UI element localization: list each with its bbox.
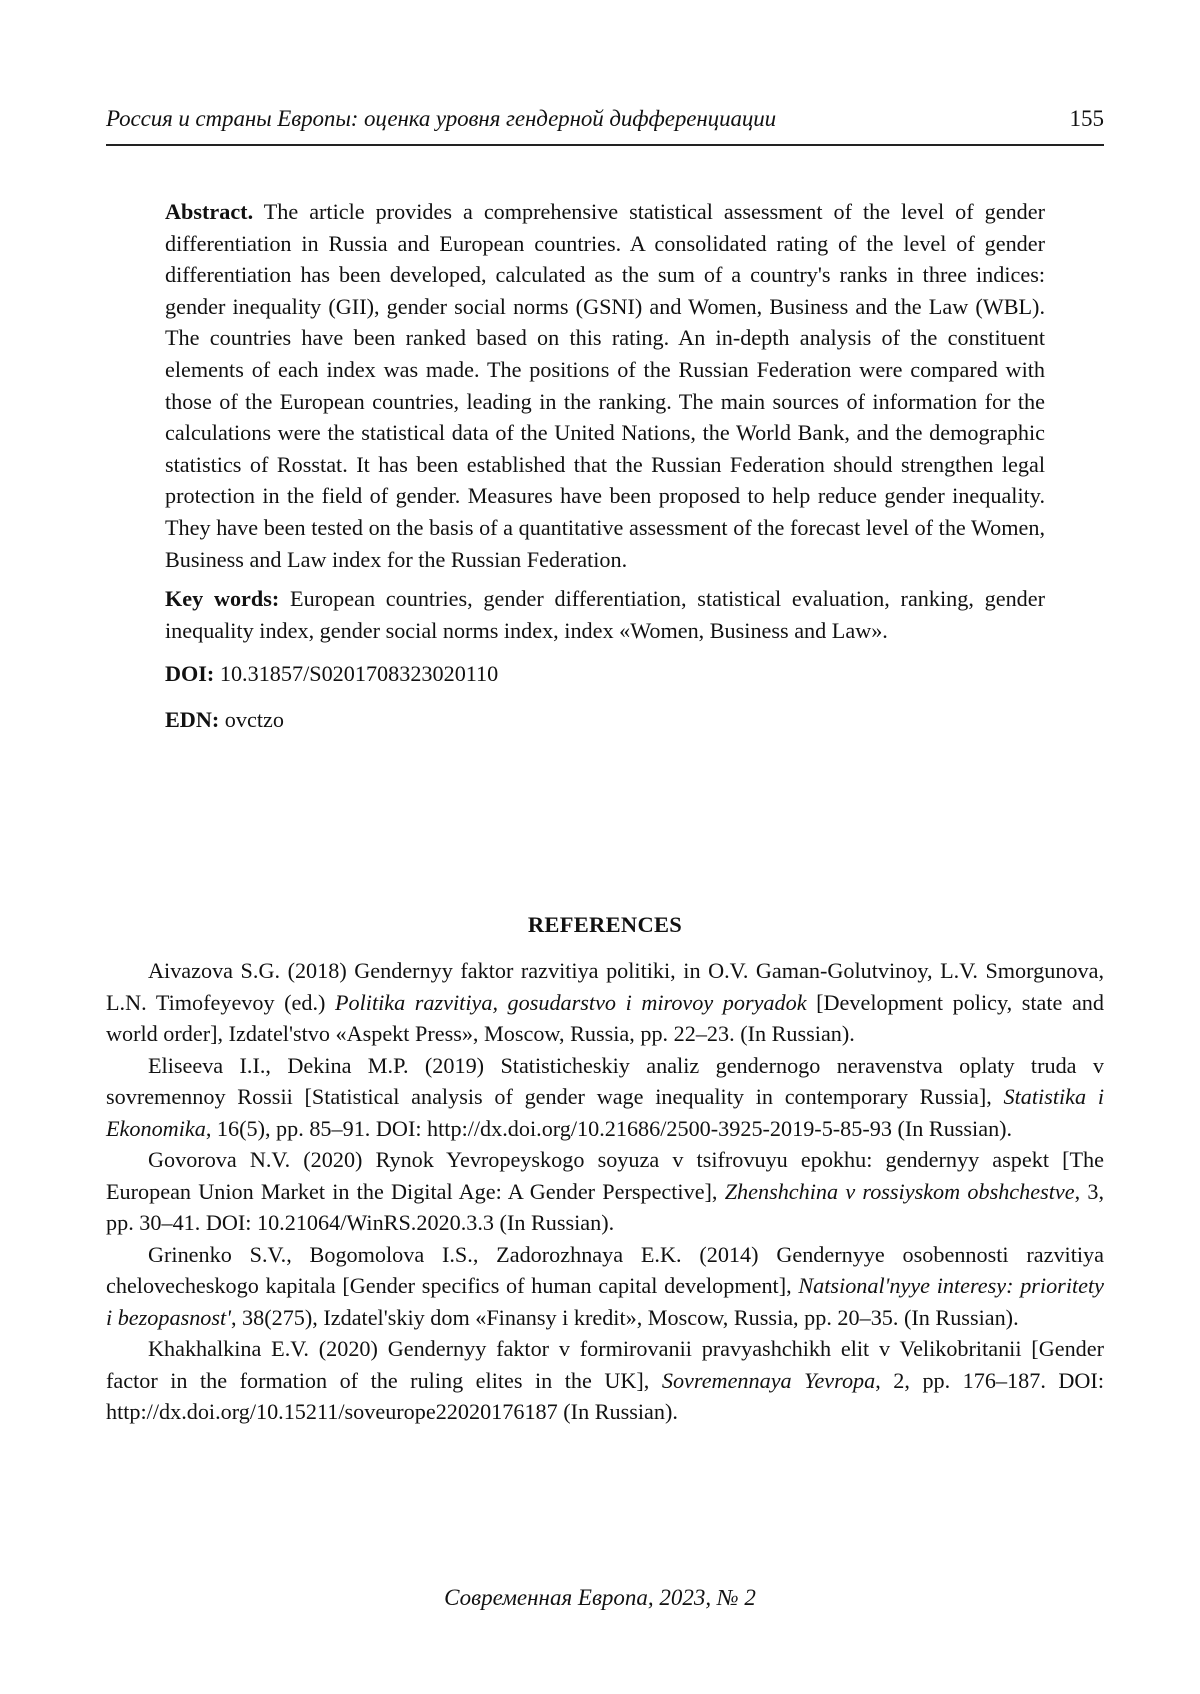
reference-text: [Development policy, state and world order], Izdatel'stvo «Aspekt Press», Moscow, Russia, pp. 22–23. (In Russian). xyxy=(106,989,1104,1046)
abstract-text: The article provides a comprehensive statistical assessment of the level of gender differentiation in Russia and European countries. A consolidated rating of the level of gender differentiation has been developed, calculated as the sum of a country's ranks in three indices: gender inequality (GII), gender social norms (GSNI) and Women, Business and the Law (WBL). The countries have been ranked based on this rating. An in-depth analysis of the constituent elements of each index was made. The positions of the Russian Federation were compared with those of the European countries, leading in the ranking. The main sources of information for the calculations were the statistical data of the United Nations, the World Bank, and the demographic statistics of Rosstat. It has been established that the Russian Federation should strengthen legal protection in the field of gender. Measures have been proposed to help reduce gender inequality. They have been tested on the basis of a quantitative assessment of the forecast level of the Women, Business and Law index for the Russian Federation. xyxy=(165,199,1045,572)
reference-item xyxy=(106,1333,1104,1428)
reference-text: Govorova N.V. (2020) Rynok Yevropeyskogo soyuza v tsifrovuyu epokhu: gendernyy aspekt [The European Union Market in the Digital Age: A Gender Perspective], xyxy=(106,1147,1104,1204)
reference-source: Sovremennaya Yevropa xyxy=(661,1367,876,1393)
keywords-paragraph xyxy=(165,583,1045,646)
edn-value: ovctzo xyxy=(219,706,284,732)
abstract-block xyxy=(165,196,1045,736)
reference-text: Grinenko S.V., Bogomolova I.S., Zadorozhnaya E.K. (2014) Gendernyye osobennosti razvitiya chelovecheskogo kapitala [Gender specifics of human capital development], xyxy=(106,1241,1104,1298)
reference-text: , 16(5), pp. 85–91. DOI: http://dx.doi.org/10.21686/2500-3925-2019-5-85-93 (In Russian). xyxy=(205,1115,1013,1141)
abstract-paragraph xyxy=(165,196,1045,575)
reference-item xyxy=(106,1050,1104,1145)
reference-item xyxy=(106,1239,1104,1334)
doi-line xyxy=(165,658,1045,690)
reference-source: Zhenshchina v rossiyskom obshchestve xyxy=(724,1178,1075,1204)
reference-text: , 38(275), Izdatel'skiy dom «Finansy i kredit», Moscow, Russia, pp. 20–35. (In Russian). xyxy=(230,1304,1019,1330)
running-title: Россия и страны Европы: оценка уровня гендерной дифференциации xyxy=(106,106,777,131)
doi-value: 10.31857/S0201708323020110 xyxy=(214,661,499,687)
reference-source: Politika razvitiya, gosudarstvo i mirovoy poryadok xyxy=(334,989,807,1015)
references-list xyxy=(106,955,1104,1428)
reference-text: Khakhalkina E.V. (2020) Gendernyy faktor v formirovanii pravyashchikh elit v Velikobritanii [Gender factor in the formation of the ruling elites in the UK], xyxy=(106,1336,1104,1393)
keywords-label: Key words: xyxy=(165,586,280,612)
page-number: 155 xyxy=(1069,106,1104,131)
running-header xyxy=(106,104,1104,146)
reference-source: Statistika i Ekonomika xyxy=(106,1084,1105,1141)
edn-line xyxy=(165,704,1045,736)
doi-label: DOI: xyxy=(165,661,215,687)
reference-text: , 2, pp. 176–187. DOI: http://dx.doi.org/10.15211/soveurope22020176187 (In Russian). xyxy=(106,1367,1104,1424)
reference-text: Eliseeva I.I., Dekina M.P. (2019) Statisticheskiy analiz gendernogo neravenstva oplaty truda v sovremennoy Rossii [Statistical analysis of gender wage inequality in contemporary Russia], xyxy=(106,1052,1104,1109)
reference-source: Natsional'nyye interesy: prioritety i bezopasnost' xyxy=(106,1273,1105,1330)
edn-label: EDN: xyxy=(165,706,220,732)
keywords-text: European countries, gender differentiation, statistical evaluation, ranking, gender inequality index, gender social norms index, index «Women, Business and Law». xyxy=(165,586,1045,643)
running-footer: Современная Европа, 2023, № 2 xyxy=(444,1585,756,1610)
reference-item xyxy=(106,1144,1104,1239)
abstract-label: Abstract. xyxy=(165,199,254,224)
reference-text: , 3, pp. 30–41. DOI: 10.21064/WinRS.2020.3.3 (In Russian). xyxy=(106,1178,1104,1235)
references-heading: REFERENCES xyxy=(527,912,683,937)
reference-item xyxy=(106,955,1104,1050)
reference-text: Aivazova S.G. (2018) Gendernyy faktor razvitiya politiki, in O.V. Gaman-Golutvinoy, L.V. Smorgunova, L.N. Timofeyevoy (ed.) xyxy=(106,958,1104,1015)
